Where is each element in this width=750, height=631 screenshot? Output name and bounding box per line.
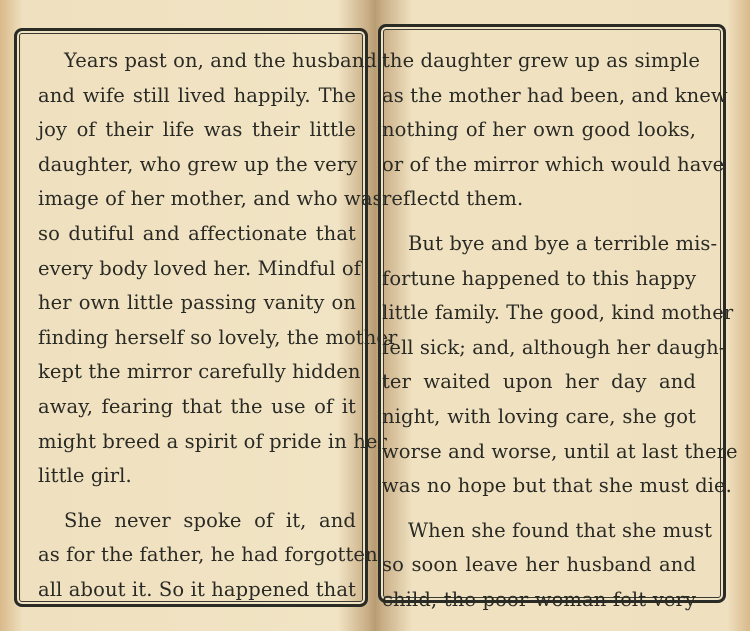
paragraph	[382, 514, 713, 618]
left-page-text	[38, 44, 398, 608]
text-line: might breed a spirit of pride in her	[38, 429, 387, 453]
text-line: night, with loving care, she got	[382, 404, 696, 428]
text-line: away, fearing that the use of it	[38, 394, 356, 418]
text-line: fortune happened to this happy	[382, 266, 697, 290]
text-line: or of the mirror which would have	[382, 152, 725, 176]
text-line: and wife still lived happily. The	[38, 83, 356, 107]
right-page-text	[382, 44, 738, 618]
text-line: When she found that she must	[408, 518, 713, 542]
right-page	[372, 0, 750, 631]
text-line: Years past on, and the husband	[64, 49, 377, 72]
text-line: every body loved her. Mindful of	[38, 256, 362, 280]
text-line: child, the poor woman felt very	[382, 587, 696, 611]
text-line: fell sick; and, although her daugh-	[382, 335, 726, 359]
text-line: was no hope but that she must die.	[382, 474, 732, 498]
text-line: finding herself so lovely, the mother	[38, 325, 398, 349]
text-line: as the mother had been, and knew	[382, 83, 728, 107]
text-line: kept the mirror carefully hidden	[38, 360, 361, 384]
text-line: all about it. So it happened that	[38, 577, 356, 601]
text-line: reflectd them.	[382, 187, 524, 211]
text-line: She never spoke of it, and	[64, 508, 356, 532]
text-line: her own little passing vanity on	[38, 291, 356, 315]
text-line: But bye and bye a terrible mis-	[408, 231, 718, 255]
text-line: so dutiful and affectionate that	[38, 221, 356, 245]
text-line: joy of their life was their little	[38, 118, 356, 142]
text-line: so soon leave her husband and	[382, 553, 696, 577]
paragraph	[38, 504, 378, 608]
text-line: ter waited upon her day and	[382, 370, 696, 394]
text-line: the daughter grew up as simple	[382, 49, 701, 72]
paragraph	[38, 44, 398, 494]
text-line: image of her mother, and who was	[38, 187, 383, 211]
text-line: worse and worse, until at last there	[382, 439, 738, 463]
paragraph	[382, 227, 738, 504]
text-line: little girl.	[38, 464, 132, 488]
paragraph	[382, 44, 728, 217]
text-line: as for the father, he had forgotten	[38, 543, 378, 567]
text-line: nothing of her own good looks,	[382, 118, 696, 142]
text-line: daughter, who grew up the very	[38, 152, 358, 176]
text-line: little family. The good, kind mother	[382, 301, 734, 325]
